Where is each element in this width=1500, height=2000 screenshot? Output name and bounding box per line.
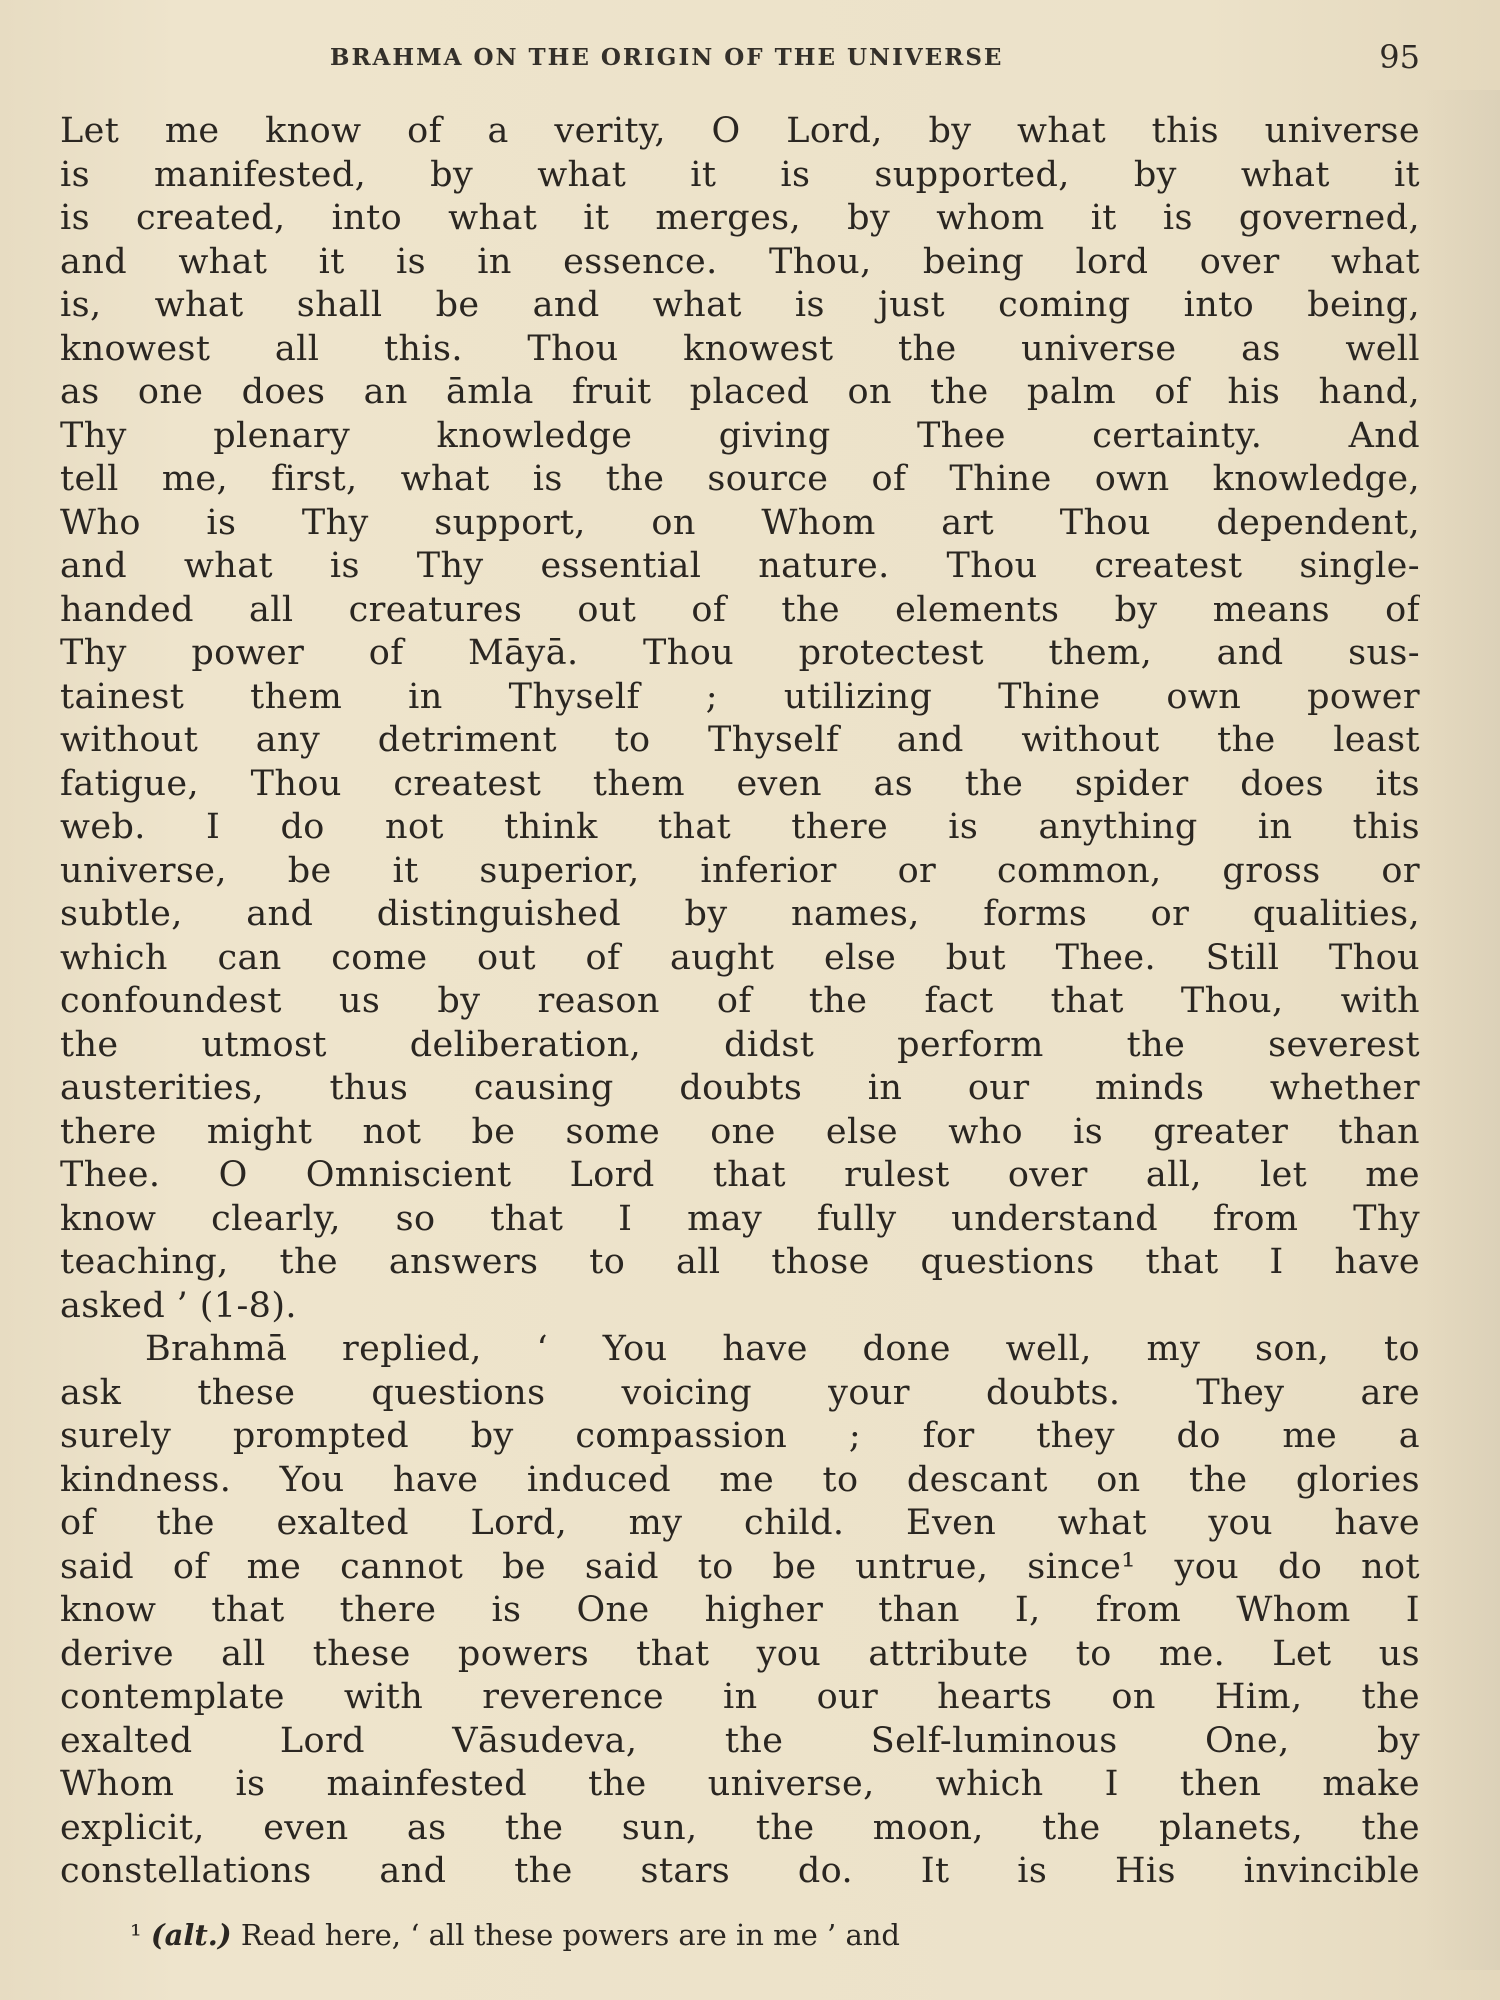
text-line: kindness. You have induced me to descant on the glories (60, 1459, 1420, 1500)
text-line: and what is Thy essential nature. Thou createst single- (60, 546, 1420, 586)
text-line: constellations and the stars do. It is His invincible (60, 1851, 1420, 1891)
text-line: universe, be it superior, inferior or common, gross or (60, 850, 1420, 891)
text-line: is created, into what it merges, by whom it is governed, (60, 198, 1420, 238)
text-line: without any detriment to Thyself and without the least (60, 720, 1420, 760)
footnote (130, 1915, 900, 1955)
body-text (60, 110, 1420, 1894)
text-line: asked ’ (1-8). (60, 1285, 297, 1326)
footnote-alt-label: (alt.) (150, 1918, 232, 1952)
text-line: Brahmā replied, ‘ You have done well, my son, to (145, 1329, 1420, 1369)
text-line: tell me, first, what is the source of Thine own knowledge, (60, 459, 1420, 499)
page-header (60, 38, 1420, 78)
text-line: tainest them in Thyself ; utilizing Thine own power (60, 676, 1420, 717)
text-line: subtle, and distinguished by names, forms or qualities, (60, 894, 1420, 934)
text-line: know that there is One higher than I, from Whom I (60, 1590, 1420, 1630)
page-edge-shadow (1420, 90, 1500, 1970)
text-line: Who is Thy support, on Whom art Thou dependent, (60, 502, 1420, 543)
running-title: BRAHMA ON THE ORIGIN OF THE UNIVERSE (330, 44, 1004, 71)
text-line: ask these questions voicing your doubts. They are (60, 1372, 1420, 1413)
text-line: knowest all this. Thou knowest the universe as well (60, 328, 1420, 369)
text-line: Let me know of a verity, O Lord, by what this universe (60, 111, 1420, 151)
text-line: know clearly, so that I may fully understand from Thy (60, 1198, 1420, 1239)
text-line: and what it is in essence. Thou, being lord over what (60, 241, 1420, 282)
footnote-marker: ¹ (130, 1918, 142, 1952)
text-line: austerities, thus causing doubts in our minds whether (60, 1068, 1420, 1108)
text-line: Thy power of Māyā. Thou protectest them, and sus- (60, 633, 1420, 673)
text-line: is manifested, by what it is supported, by what it (60, 154, 1420, 195)
text-line: surely prompted by compassion ; for they do me a (60, 1416, 1420, 1456)
text-line: exalted Lord Vāsudeva, the Self-luminous One, by (60, 1720, 1420, 1761)
text-line: Whom is mainfested the universe, which I then make (60, 1764, 1420, 1804)
text-line: said of me cannot be said to be untrue, since¹ you do not (60, 1546, 1420, 1587)
text-line: Thee. O Omniscient Lord that rulest over all, let me (60, 1155, 1420, 1195)
page-number: 95 (1379, 38, 1420, 76)
text-line: there might not be some one else who is greater than (60, 1111, 1420, 1152)
text-line: Thy plenary knowledge giving Thee certainty. And (60, 415, 1420, 456)
text-line: of the exalted Lord, my child. Even what you have (60, 1503, 1420, 1543)
text-line: contemplate with reverence in our hearts on Him, the (60, 1677, 1420, 1717)
text-line: fatigue, Thou createst them even as the spider does its (60, 763, 1420, 804)
text-line: which can come out of aught else but Thee. Still Thou (60, 937, 1420, 978)
text-line: teaching, the answers to all those questions that I have (60, 1242, 1420, 1282)
text-line: derive all these powers that you attribute to me. Let us (60, 1633, 1420, 1674)
text-line: the utmost deliberation, didst perform the severest (60, 1024, 1420, 1065)
text-line: as one does an āmla fruit placed on the palm of his hand, (60, 372, 1420, 412)
text-line: is, what shall be and what is just coming into being, (60, 285, 1420, 325)
text-line: explicit, even as the sun, the moon, the planets, the (60, 1807, 1420, 1848)
text-line: confoundest us by reason of the fact that Thou, with (60, 981, 1420, 1021)
footnote-text: Read here, ‘ all these powers are in me ’ and (240, 1918, 900, 1952)
text-line: handed all creatures out of the elements by means of (60, 589, 1420, 630)
text-line: web. I do not think that there is anything in this (60, 807, 1420, 847)
